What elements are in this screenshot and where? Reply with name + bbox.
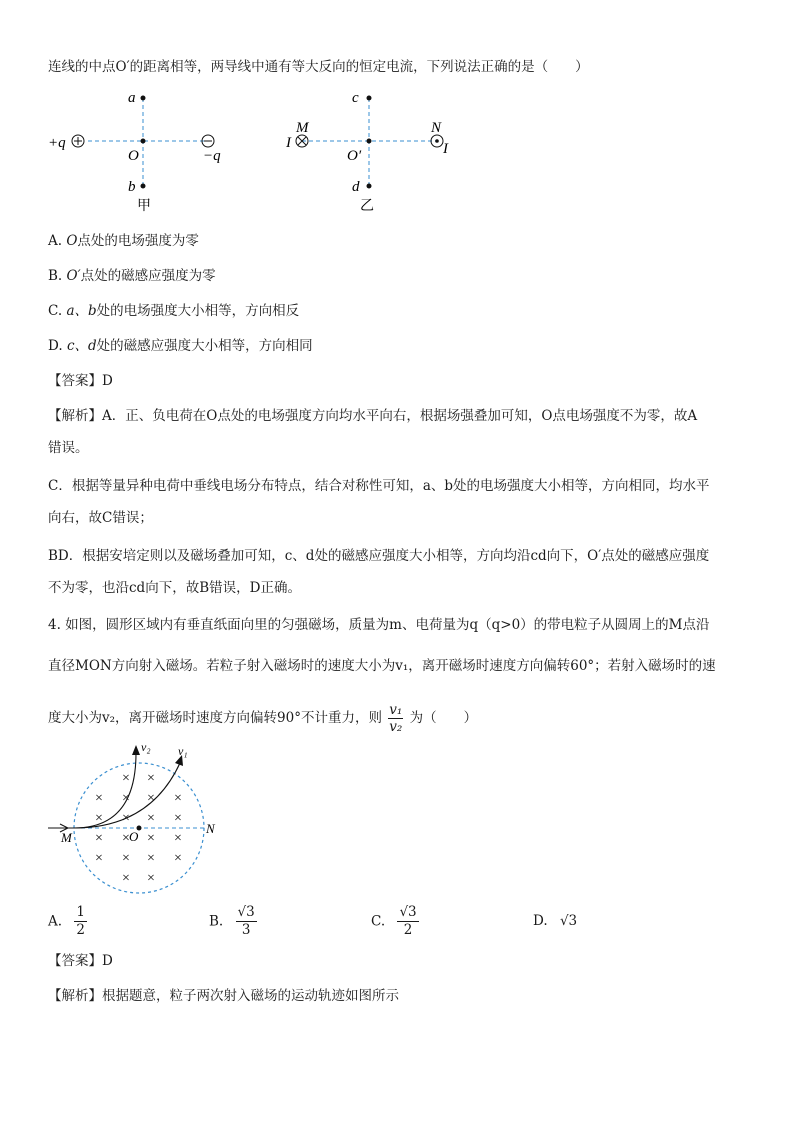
cross-icon: × <box>174 811 182 826</box>
cross-icon: × <box>147 771 155 786</box>
q3-analysis-line: 错误。 <box>48 440 89 456</box>
ratio-fraction: $\frac{\text{v₁}}{\text{v₂}}$ <box>389 702 403 735</box>
q4-stem-line: 4. 如图，圆形区域内有垂直纸面向里的匀强磁场，质量为m、电荷量为q（q>0）的带电粒子从圆周上的M点沿 <box>48 617 710 633</box>
fraction: $\frac{√3}{2}$ <box>399 904 417 938</box>
label-current-right: I <box>443 141 448 157</box>
cross-icon: × <box>174 851 182 866</box>
cross-icon: × <box>122 811 130 826</box>
cross-icon: × <box>174 831 182 846</box>
q4-stem-line: 度大小为v₂，离开磁场时速度方向偏转90°不计重力，则 $\frac{\text{v₁}}{\text{v₂}}$ 为（ ） <box>48 702 478 735</box>
label-c: c <box>352 90 359 106</box>
point-o-prime <box>367 139 372 144</box>
label-b: b <box>128 179 136 195</box>
q3-analysis-line: 向右，故C错误； <box>48 510 153 526</box>
question-intro: 连线的中点O′的距离相等，两导线中通有等大反向的恒定电流，下列说法正确的是（ ） <box>48 59 589 75</box>
magnetic-field-figure <box>40 735 280 895</box>
label-o-center: O <box>129 829 139 844</box>
positive-charge-icon <box>72 135 84 147</box>
label-n: N <box>431 120 442 136</box>
q3-analysis-line: 【解析】A．正、负电荷在O点处的电场强度方向均水平向右，根据场强叠加可知，O点电场强度不为零，故A <box>48 408 698 424</box>
q4-answer: 【答案】D <box>48 953 113 969</box>
figure-yi <box>285 90 449 213</box>
option-b[interactable]: B. O′点处的磁感应强度为零 <box>48 268 216 284</box>
label-d: d <box>352 179 360 195</box>
label-m-point: M <box>61 830 72 845</box>
cross-icon: × <box>147 871 155 886</box>
current-out-of-page-icon <box>431 135 443 147</box>
cross-icon: × <box>122 871 130 886</box>
point-o <box>141 139 146 144</box>
figure-jia <box>48 90 221 213</box>
q3-answer: 【答案】D <box>48 373 113 389</box>
fraction: $\frac{√3}{3}$ <box>237 904 255 938</box>
q4-option-d[interactable]: D. √3 <box>533 913 578 929</box>
q3-analysis-line: BD．根据安培定则以及磁场叠加可知，c、d处的磁感应强度大小相等，方向均沿cd向下，O′点处的磁感应强度 <box>48 548 710 564</box>
cross-icon: × <box>147 831 155 846</box>
q4-option-b[interactable]: B. $\frac{√3}{3}$ <box>209 904 255 938</box>
figure-charges-and-wires <box>0 88 794 213</box>
cross-icon: × <box>95 831 103 846</box>
option-d[interactable]: D. c、d处的磁感应强度大小相等，方向相同 <box>48 338 313 354</box>
cross-icon: × <box>147 811 155 826</box>
point-d <box>367 184 372 189</box>
cross-icon: × <box>122 831 130 846</box>
label-current-left: I <box>286 135 291 151</box>
arrow-v2-icon <box>132 745 140 755</box>
option-a[interactable]: A. O点处的电场强度为零 <box>48 233 199 249</box>
cross-icon: × <box>95 851 103 866</box>
label-m: M <box>296 120 309 136</box>
cross-icon: × <box>174 791 182 806</box>
cross-icon: × <box>95 791 103 806</box>
cross-icon: × <box>95 811 103 826</box>
q4-option-a[interactable]: A. $\frac{1}{2}$ <box>48 904 85 938</box>
q4-stem-line: 直径MON方向射入磁场。若粒子射入磁场时的速度大小为v₁，离开磁场时速度方向偏转60°；若射入磁场时的速 <box>48 658 716 674</box>
cross-icon: × <box>122 851 130 866</box>
q4-option-c[interactable]: C. $\frac{√3}{2}$ <box>371 904 417 938</box>
label-v2: v₂ <box>141 740 151 754</box>
fraction: $\frac{1}{2}$ <box>76 904 85 938</box>
cross-icon: × <box>122 771 130 786</box>
label-v1: v₁ <box>178 744 188 758</box>
q3-analysis-line: 不为零，也沿cd向下，故B错误，D正确。 <box>48 580 301 596</box>
q3-analysis-line: C．根据等量异种电荷中垂线电场分布特点，结合对称性可知，a、b处的电场强度大小相等，方向相同，均水平 <box>48 478 710 494</box>
label-o-prime: O′ <box>347 148 362 164</box>
label-a: a <box>128 90 136 106</box>
cross-icon: × <box>122 791 130 806</box>
label-minus-q: −q <box>203 148 221 164</box>
option-c[interactable]: C. a、b处的电场强度大小相等，方向相反 <box>48 303 300 319</box>
point-b <box>141 184 146 189</box>
label-plus-q: +q <box>48 135 66 151</box>
point-c <box>367 96 372 101</box>
current-into-page-icon <box>296 135 308 147</box>
label-o: O <box>128 148 139 164</box>
cross-icon: × <box>147 791 155 806</box>
label-n-point: N <box>206 821 215 836</box>
q4-analysis: 【解析】根据题意，粒子两次射入磁场的运动轨迹如图所示 <box>48 988 399 1004</box>
caption-jia: 甲 <box>137 199 151 213</box>
caption-yi: 乙 <box>360 199 374 213</box>
point-a <box>141 96 146 101</box>
cross-icon: × <box>147 851 155 866</box>
